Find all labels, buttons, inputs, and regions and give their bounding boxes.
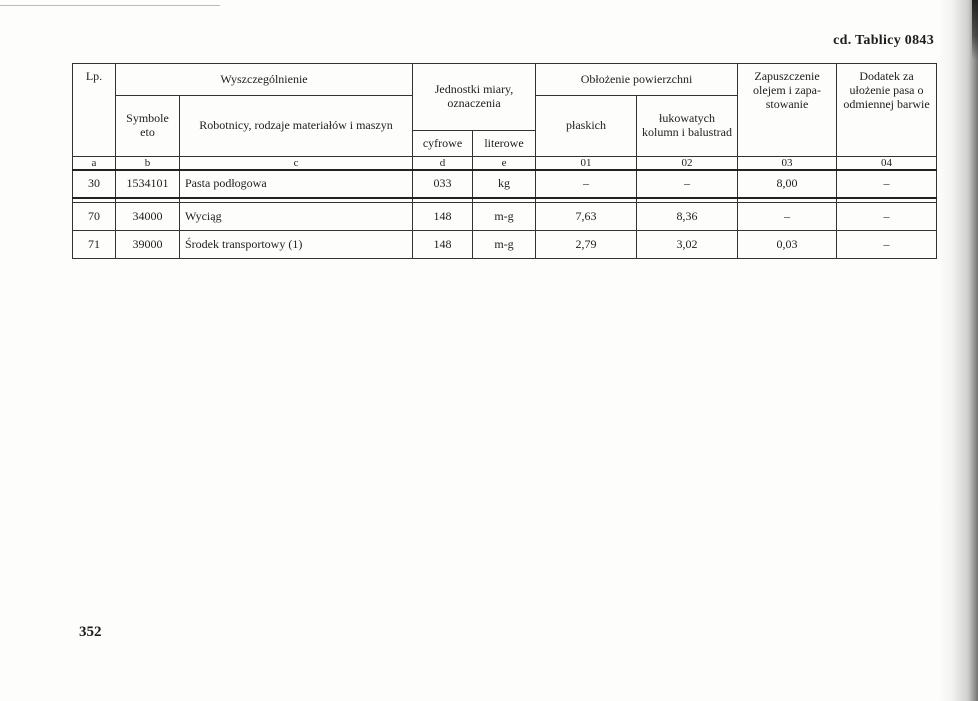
header-wyszczegolnienie: Wyszczególnienie bbox=[116, 64, 413, 96]
header-jednostki: Jednostki miary, oznaczenia bbox=[413, 64, 536, 131]
table-row bbox=[73, 170, 937, 198]
cell-name: Wyciąg bbox=[180, 203, 413, 231]
cell-cyfrowe: 148 bbox=[413, 231, 473, 259]
cell-symbol: 1534101 bbox=[116, 170, 180, 198]
column-letter: 02 bbox=[637, 157, 738, 171]
page-header: cd. Tablicy 0843 bbox=[833, 33, 934, 48]
column-letter: a bbox=[73, 157, 116, 171]
page-edge-dark bbox=[972, 0, 978, 60]
cell-lp: 71 bbox=[73, 231, 116, 259]
column-letter: b bbox=[116, 157, 180, 171]
cell-01: – bbox=[536, 170, 637, 198]
cell-symbol: 39000 bbox=[116, 231, 180, 259]
header-lp: Lp. bbox=[73, 64, 116, 157]
header-cyfrowe: cyfrowe bbox=[413, 131, 473, 157]
cell-literowe: m-g bbox=[473, 203, 536, 231]
cell-name: Środek transportowy (1) bbox=[180, 231, 413, 259]
page-number: 352 bbox=[79, 624, 102, 640]
cell-02: 3,02 bbox=[637, 231, 738, 259]
cell-04: – bbox=[837, 203, 937, 231]
cell-symbol: 34000 bbox=[116, 203, 180, 231]
cell-literowe: kg bbox=[473, 170, 536, 198]
header-symbole-eto: Symbole eto bbox=[116, 96, 180, 157]
top-rule bbox=[0, 5, 220, 6]
header-dodatek: Dodatek za ułożenie pasa o odmiennej barwie bbox=[837, 64, 937, 157]
cell-literowe: m-g bbox=[473, 231, 536, 259]
page-edge-shadow bbox=[938, 0, 978, 701]
cell-02: – bbox=[637, 170, 738, 198]
cell-03: 0,03 bbox=[738, 231, 837, 259]
header-robotnicy: Robotnicy, rodzaje materiałów i maszyn bbox=[180, 96, 413, 157]
cell-04: – bbox=[837, 231, 937, 259]
cell-lp: 30 bbox=[73, 170, 116, 198]
cell-03: 8,00 bbox=[738, 170, 837, 198]
header-plaskich: płaskich bbox=[536, 96, 637, 157]
cell-01: 7,63 bbox=[536, 203, 637, 231]
cell-01: 2,79 bbox=[536, 231, 637, 259]
header-lukowatych: łukowatych kolumn i balustrad bbox=[637, 96, 738, 157]
column-letter: e bbox=[473, 157, 536, 171]
header-literowe: literowe bbox=[473, 131, 536, 157]
table-row bbox=[73, 203, 937, 231]
cell-name: Pasta podłogowa bbox=[180, 170, 413, 198]
cell-lp: 70 bbox=[73, 203, 116, 231]
column-letter-row bbox=[73, 157, 937, 171]
table-row bbox=[73, 231, 937, 259]
cell-cyfrowe: 033 bbox=[413, 170, 473, 198]
header-oblozenie: Obłożenie powierzchni bbox=[536, 64, 738, 96]
column-letter: d bbox=[413, 157, 473, 171]
cell-cyfrowe: 148 bbox=[413, 203, 473, 231]
column-letter: 01 bbox=[536, 157, 637, 171]
header-zapuszczenie: Zapuszczenie olejem i zapa-stowanie bbox=[738, 64, 837, 157]
column-letter: 03 bbox=[738, 157, 837, 171]
cell-03: – bbox=[738, 203, 837, 231]
cell-04: – bbox=[837, 170, 937, 198]
column-letter: c bbox=[180, 157, 413, 171]
data-table bbox=[72, 63, 937, 259]
cell-02: 8,36 bbox=[637, 203, 738, 231]
column-letter: 04 bbox=[837, 157, 937, 171]
